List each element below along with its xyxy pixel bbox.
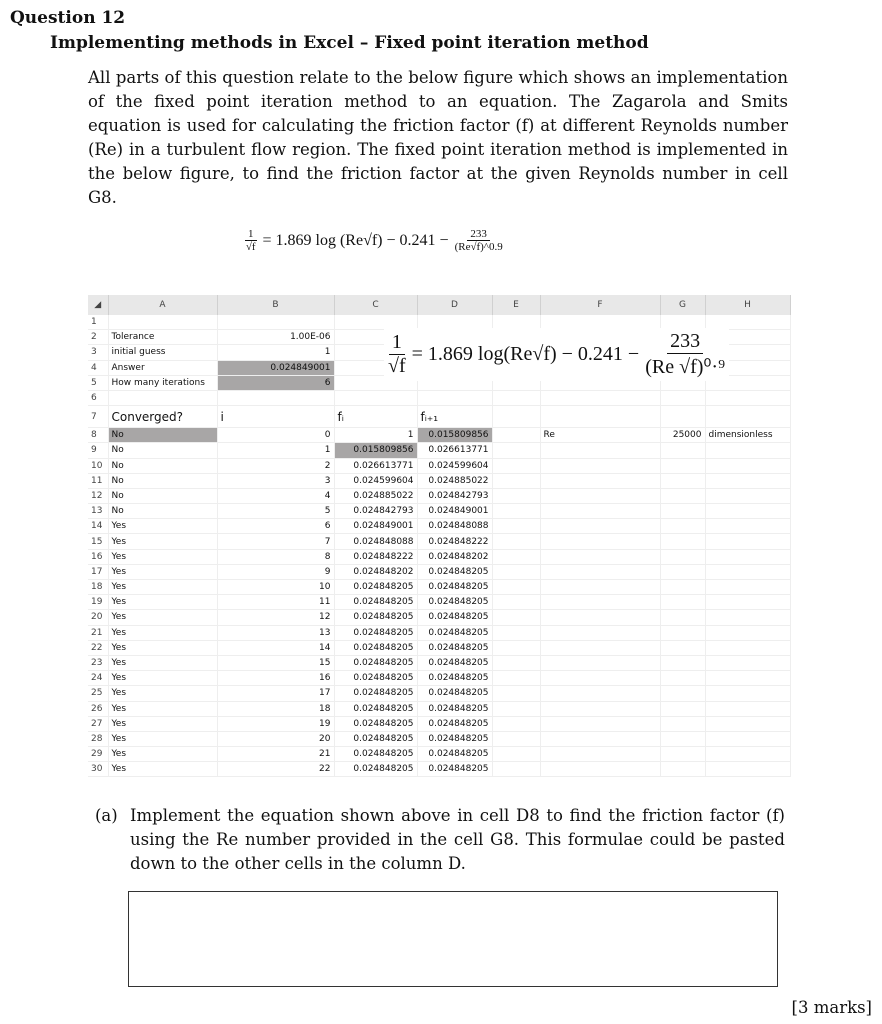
row-number: 21 (88, 625, 108, 640)
fi1-cell: 0.024848202 (417, 549, 492, 564)
fi1-cell: 0.024848205 (417, 731, 492, 746)
converged-cell: Yes (108, 731, 217, 746)
table-row (88, 458, 790, 473)
iterations-label: How many iterations (108, 375, 217, 390)
column-header-e: E (492, 295, 540, 315)
table-row (88, 549, 790, 564)
eq-rhs-den: (Re√f)^0.9 (454, 241, 503, 253)
column-header-h: H (705, 295, 790, 315)
row-number: 24 (88, 671, 108, 686)
row-number: 8 (88, 428, 108, 443)
eq-lhs-den: √f (245, 241, 256, 253)
i-cell: 18 (217, 701, 334, 716)
fi1-cell: 0.024848205 (417, 762, 492, 777)
i-cell: 4 (217, 488, 334, 503)
fi-cell: 0.024848205 (334, 655, 417, 670)
fi1-cell: 0.024848205 (417, 564, 492, 579)
fi1-cell: 0.024848205 (417, 640, 492, 655)
converged-cell: Yes (108, 671, 217, 686)
i-cell: 3 (217, 473, 334, 488)
fi-cell: 0.024848205 (334, 701, 417, 716)
table-row (88, 473, 790, 488)
column-header-f: F (540, 295, 660, 315)
question-title: Implementing methods in Excel – Fixed point iteration method (50, 33, 649, 53)
fi-cell: 0.024848205 (334, 595, 417, 610)
row-number: 29 (88, 747, 108, 762)
converged-cell: No (108, 458, 217, 473)
table-row (88, 443, 790, 458)
table-row (88, 731, 790, 746)
fi1-cell: 0.024849001 (417, 504, 492, 519)
column-header-b: B (217, 295, 334, 315)
table-row (88, 519, 790, 534)
fi-cell: 0.024848205 (334, 625, 417, 640)
table-row (88, 564, 790, 579)
fi1-cell: 0.024842793 (417, 488, 492, 503)
i-cell: 22 (217, 762, 334, 777)
answer-box[interactable] (128, 891, 778, 987)
fi-cell: 0.024885022 (334, 488, 417, 503)
fi-cell: 1 (334, 428, 417, 443)
fi1-cell: 0.024599604 (417, 458, 492, 473)
re-unit: dimensionless (705, 428, 790, 443)
table-row (88, 762, 790, 777)
fi1-cell: 0.024848205 (417, 747, 492, 762)
i-cell: 20 (217, 731, 334, 746)
i-cell: 1 (217, 443, 334, 458)
fi1-cell: 0.024848205 (417, 701, 492, 716)
sheet-eq-rhs-den: (Re √f)⁰·⁹ (645, 356, 726, 378)
re-value: 25000 (660, 428, 705, 443)
fi-cell: 0.024848205 (334, 580, 417, 595)
sheet-eq-rhs-num: 233 (667, 330, 703, 354)
fi-cell: 0.024848205 (334, 640, 417, 655)
table-row (88, 428, 790, 443)
i-cell: 2 (217, 458, 334, 473)
i-cell: 9 (217, 564, 334, 579)
converged-cell: Yes (108, 625, 217, 640)
fi-cell: 0.015809856 (334, 443, 417, 458)
i-cell: 5 (217, 504, 334, 519)
i-cell: 17 (217, 686, 334, 701)
fi1-header: fᵢ₊₁ (417, 406, 492, 428)
converged-cell: Yes (108, 549, 217, 564)
fi1-cell: 0.024848088 (417, 519, 492, 534)
fi-cell: 0.024848205 (334, 762, 417, 777)
table-row (88, 595, 790, 610)
fi-cell: 0.024848202 (334, 564, 417, 579)
converged-cell: Yes (108, 610, 217, 625)
i-cell: 10 (217, 580, 334, 595)
table-row (88, 534, 790, 549)
fi1-cell: 0.024848205 (417, 686, 492, 701)
row-number: 18 (88, 580, 108, 595)
converged-header: Converged? (108, 406, 217, 428)
table-row (88, 716, 790, 731)
table-row (88, 671, 790, 686)
sheet-eq-lhs-den: √f (388, 355, 406, 377)
i-cell: 7 (217, 534, 334, 549)
part-a-text: Implement the equation shown above in cell D8 to find the friction factor (f) using the Re number provided in the cell G8. This formulae could be pasted down to the other cells in the column D. (130, 806, 785, 873)
tolerance-value: 1.00E-06 (217, 330, 334, 345)
sheet-eq-lhs-num: 1 (389, 331, 405, 355)
fi-cell: 0.024848205 (334, 610, 417, 625)
converged-cell: Yes (108, 519, 217, 534)
fi1-cell: 0.024848222 (417, 534, 492, 549)
fi-cell: 0.024848205 (334, 731, 417, 746)
fi-cell: 0.024599604 (334, 473, 417, 488)
table-row (88, 488, 790, 503)
fi-cell: 0.024848205 (334, 671, 417, 686)
row-number: 25 (88, 686, 108, 701)
table-row (88, 504, 790, 519)
i-cell: 0 (217, 428, 334, 443)
fi1-cell: 0.024848205 (417, 625, 492, 640)
table-row (88, 610, 790, 625)
fi-cell: 0.024848205 (334, 686, 417, 701)
eq-middle: = 1.869 log (Re√f) − 0.241 − (262, 231, 449, 249)
row-number: 12 (88, 488, 108, 503)
iterations-value: 6 (217, 375, 334, 390)
sheet-equation (384, 328, 729, 381)
i-cell: 15 (217, 655, 334, 670)
row-number: 19 (88, 595, 108, 610)
fi-cell: 0.024848205 (334, 747, 417, 762)
question-number: Question 12 (10, 8, 126, 28)
fi-cell: 0.024842793 (334, 504, 417, 519)
converged-cell: Yes (108, 762, 217, 777)
table-row (88, 580, 790, 595)
converged-cell: Yes (108, 686, 217, 701)
row-number: 27 (88, 716, 108, 731)
fi-cell: 0.024848088 (334, 534, 417, 549)
re-label: Re (540, 428, 660, 443)
row-number: 15 (88, 534, 108, 549)
eq-rhs-num: 233 (467, 228, 490, 241)
converged-cell: Yes (108, 716, 217, 731)
tolerance-label: Tolerance (108, 330, 217, 345)
converged-cell: Yes (108, 534, 217, 549)
select-all-corner: ◢ (88, 295, 108, 315)
converged-cell: Yes (108, 595, 217, 610)
row-number: 22 (88, 640, 108, 655)
fi-cell: 0.024848222 (334, 549, 417, 564)
i-cell: 12 (217, 610, 334, 625)
fi1-cell: 0.015809856 (417, 428, 492, 443)
row-number: 23 (88, 655, 108, 670)
guess-label: initial guess (108, 345, 217, 360)
row-number: 30 (88, 762, 108, 777)
row-number: 20 (88, 610, 108, 625)
converged-cell: Yes (108, 655, 217, 670)
fi1-cell: 0.024848205 (417, 716, 492, 731)
sheet-eq-middle: = 1.869 log(Re√f) − 0.241 − (411, 343, 640, 365)
fi1-cell: 0.024848205 (417, 655, 492, 670)
table-row (88, 640, 790, 655)
part-a-label: (a) (95, 806, 118, 825)
column-header-c: C (334, 295, 417, 315)
row-number: 11 (88, 473, 108, 488)
column-header-a: A (108, 295, 217, 315)
converged-cell: No (108, 504, 217, 519)
converged-cell: Yes (108, 701, 217, 716)
i-header: i (217, 406, 334, 428)
fi1-cell: 0.024848205 (417, 595, 492, 610)
fi1-cell: 0.024848205 (417, 671, 492, 686)
fi1-cell: 0.026613771 (417, 443, 492, 458)
table-row (88, 655, 790, 670)
i-cell: 14 (217, 640, 334, 655)
i-cell: 13 (217, 625, 334, 640)
converged-cell: No (108, 488, 217, 503)
converged-cell: No (108, 428, 217, 443)
answer-label: Answer (108, 360, 217, 375)
intro-paragraph: All parts of this question relate to the below figure which shows an implementation of the fixed point iteration method to an equation. The Zagarola and Smits equation is used for calculating the friction factor (f) at different Reynolds number (Re) in a turbulent flow region. The fixed point iteration method is implemented in the below figure, to find the friction factor at the given Reynolds number in cell G8. (88, 68, 788, 207)
column-header-d: D (417, 295, 492, 315)
row-number: 16 (88, 549, 108, 564)
converged-cell: Yes (108, 747, 217, 762)
marks: [3 marks] (791, 998, 872, 1017)
table-row (88, 701, 790, 716)
equation (245, 228, 503, 253)
table-row (88, 747, 790, 762)
row-number: 14 (88, 519, 108, 534)
table-row (88, 625, 790, 640)
fi-header: fᵢ (334, 406, 417, 428)
guess-value: 1 (217, 345, 334, 360)
row-number: 28 (88, 731, 108, 746)
converged-cell: Yes (108, 580, 217, 595)
i-cell: 16 (217, 671, 334, 686)
converged-cell: No (108, 473, 217, 488)
fi-cell: 0.024848205 (334, 716, 417, 731)
fi1-cell: 0.024885022 (417, 473, 492, 488)
eq-lhs-num: 1 (245, 228, 257, 241)
fi-cell: 0.024849001 (334, 519, 417, 534)
row-number: 26 (88, 701, 108, 716)
part-a (95, 804, 785, 876)
fi1-cell: 0.024848205 (417, 580, 492, 595)
answer-value: 0.024849001 (217, 360, 334, 375)
fi-cell: 0.026613771 (334, 458, 417, 473)
converged-cell: No (108, 443, 217, 458)
table-row (88, 686, 790, 701)
row-number: 13 (88, 504, 108, 519)
i-cell: 11 (217, 595, 334, 610)
i-cell: 21 (217, 747, 334, 762)
converged-cell: Yes (108, 564, 217, 579)
row-number: 10 (88, 458, 108, 473)
i-cell: 6 (217, 519, 334, 534)
row-number: 17 (88, 564, 108, 579)
i-cell: 19 (217, 716, 334, 731)
row-number: 9 (88, 443, 108, 458)
column-header-g: G (660, 295, 705, 315)
spreadsheet-image: ◢ A B C D E F G H 1 2 Tolerance 1.00E-06 3 initial guess 1 4 Answer 0.024849001 5 How many iterations 6 6 7 Converged? i fᵢ fᵢ₊₁ 8 No 0 1 0.015809856 Re 25000 dimensionless 9 No 1 0.015809856 0.026613771 10 No 2 0.026613771 0.024599604 11 No 3 0.024599604 0.024885022 12 No 4 0.024885022 0.024842793 13 No 5 0.024842793 0.024849001 14 Yes 6 0.024849001 0.024848088 15 Yes 7 0.024848088 0.024848222 16 Yes 8 0.024848222 0.024848202 17 Yes 9 0.024848202 0.024848205 18 Yes 10 0.024848205 0.024848205 19 Yes 11 0.024848205 0.024848205 20 Yes 12 0.024848205 0.024848205 21 Yes 13 0.024848205 0.024848205 22 Yes 14 0.024848205 0.024848205 23 Yes 15 0.024848205 0.024848205 24 Yes 16 0.024848205 0.024848205 25 Yes 17 0.024848205 0.024848205 26 Yes 18 0.024848205 0.024848205 27 Yes 19 0.024848205 0.024848205 28 Yes 20 0.024848205 0.024848205 29 Yes 21 0.024848205 0.024848205 30 Yes 22 0.024848205 0.024848205 (88, 295, 790, 787)
i-cell: 8 (217, 549, 334, 564)
converged-cell: Yes (108, 640, 217, 655)
fi1-cell: 0.024848205 (417, 610, 492, 625)
